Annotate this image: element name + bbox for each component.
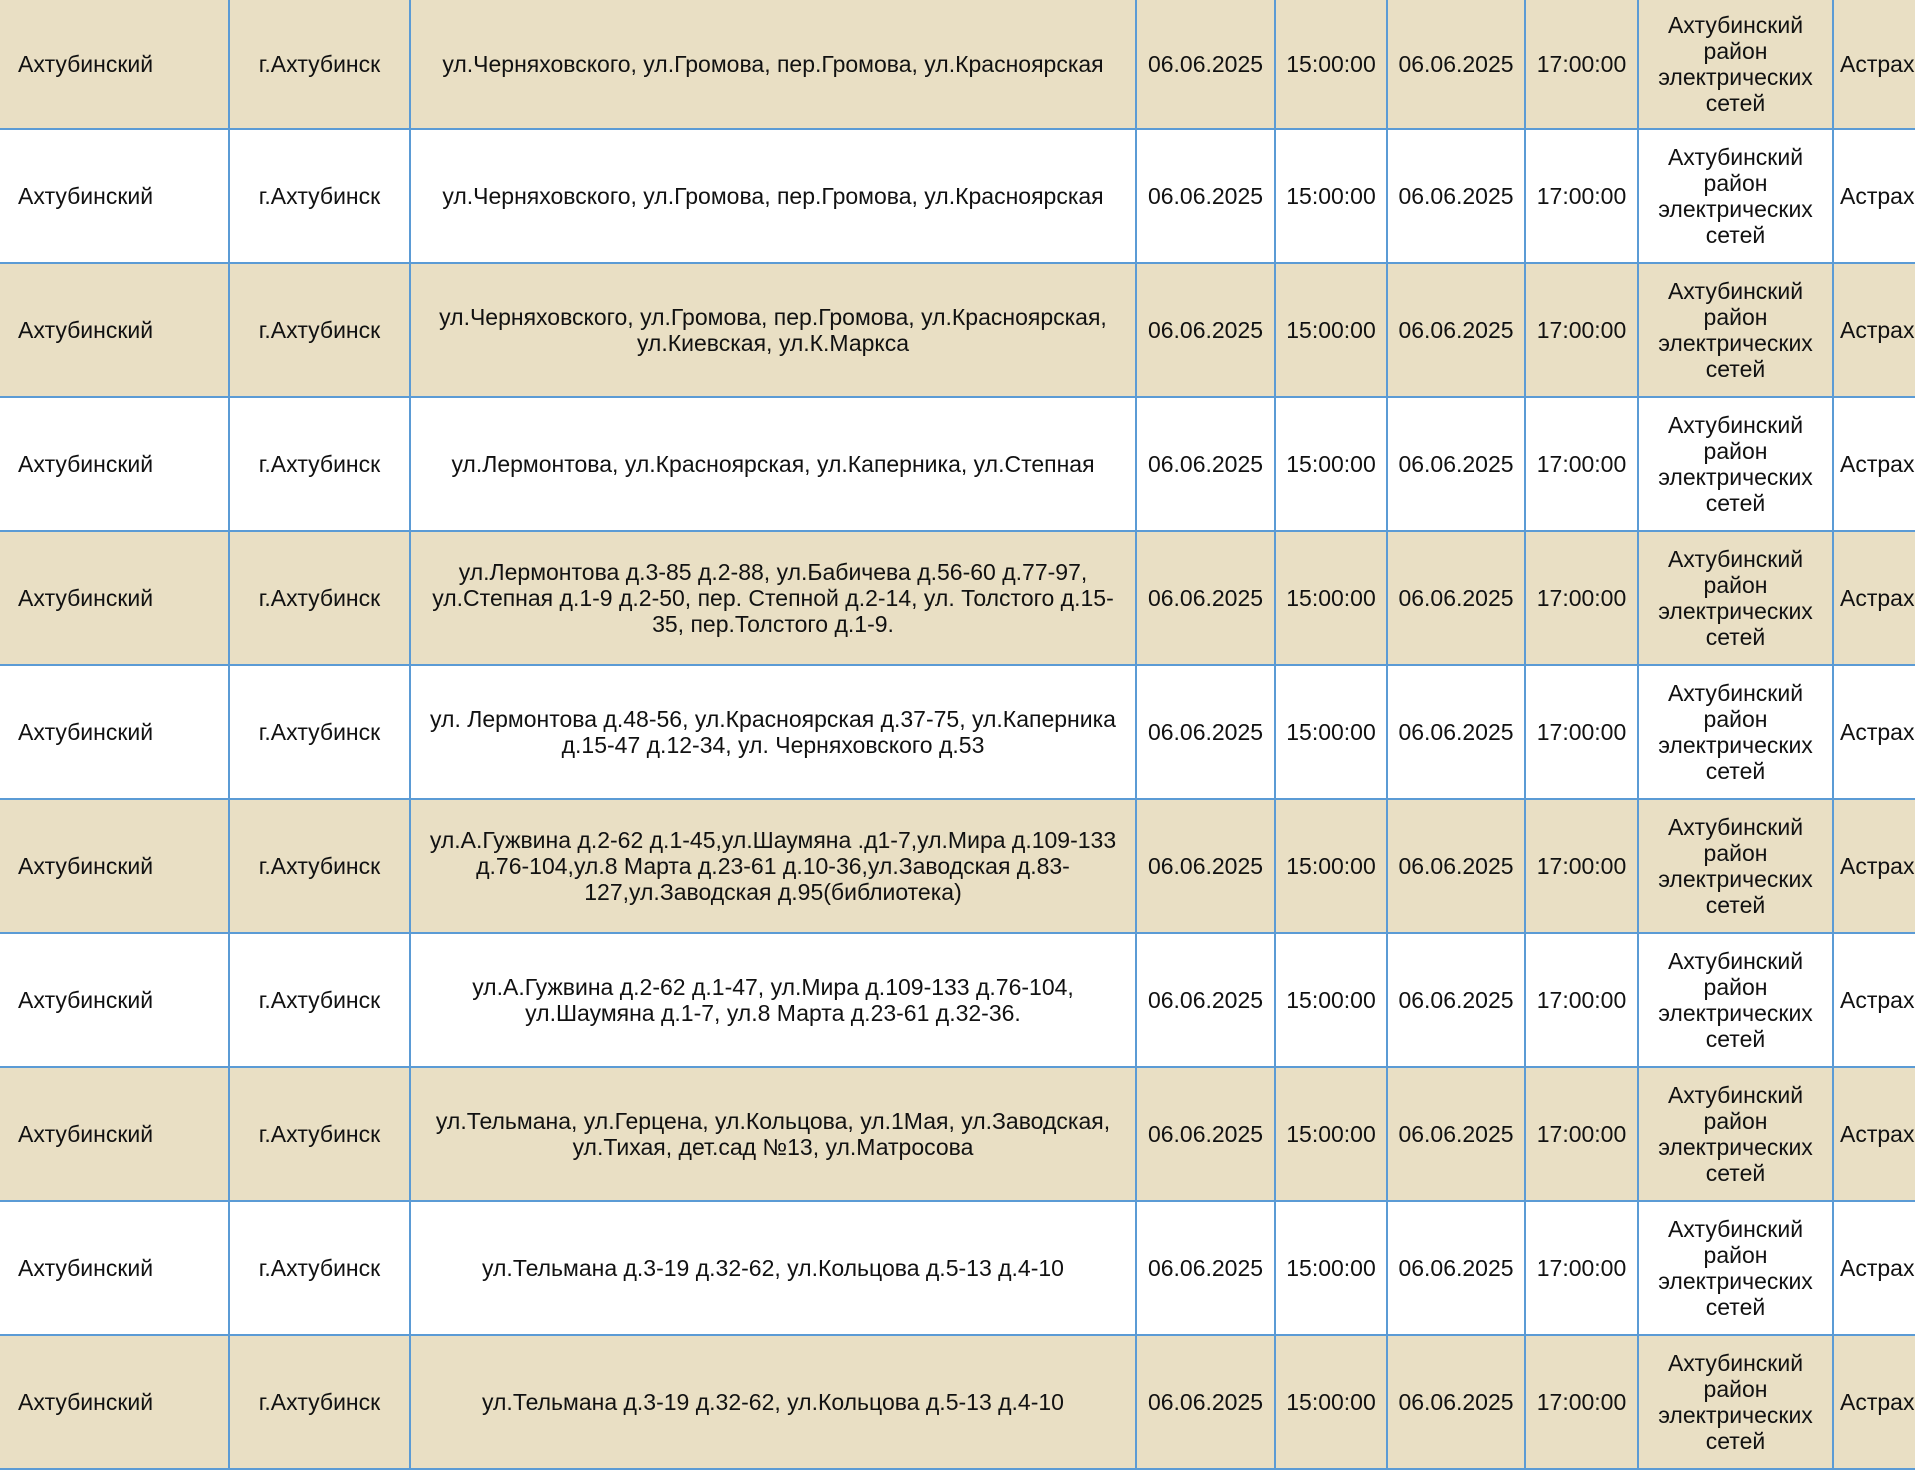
start-time-cell: 15:00:00 [1275, 1067, 1387, 1201]
addresses-cell: ул.Черняховского, ул.Громова, пер.Громова, ул.Красноярская [410, 0, 1136, 129]
network-cell: Ахтубинский район электрических сетей [1638, 129, 1833, 263]
addresses-cell: ул.Лермонтова, ул.Красноярская, ул.Каперника, ул.Степная [410, 397, 1136, 531]
city-cell: г.Ахтубинск [229, 1335, 410, 1469]
organization-cell: Астрах [1833, 1335, 1915, 1469]
addresses-cell: ул.Лермонтова д.3-85 д.2-88, ул.Бабичева д.56-60 д.77-97, ул.Степная д.1-9 д.2-50, пер. Степной д.2-14, ул. Толстого д.15-35, пер.Толстого д.1-9. [410, 531, 1136, 665]
table-row [0, 1335, 1915, 1469]
table-row [0, 263, 1915, 397]
organization-cell: Астрах [1833, 263, 1915, 397]
end-time-cell: 17:00:00 [1525, 263, 1638, 397]
addresses-cell: ул. Лермонтова д.48-56, ул.Красноярская д.37-75, ул.Каперника д.15-47 д.12-34, ул. Черняховского д.53 [410, 665, 1136, 799]
addresses-cell: ул.Тельмана, ул.Герцена, ул.Кольцова, ул.1Мая, ул.Заводская, ул.Тихая, дет.сад №13, ул.Матросова [410, 1067, 1136, 1201]
end-time-cell: 17:00:00 [1525, 1067, 1638, 1201]
city-cell: г.Ахтубинск [229, 263, 410, 397]
city-cell: г.Ахтубинск [229, 129, 410, 263]
start-time-cell: 15:00:00 [1275, 0, 1387, 129]
city-cell: г.Ахтубинск [229, 665, 410, 799]
end-time-cell: 17:00:00 [1525, 1335, 1638, 1469]
organization-cell: Астрах [1833, 799, 1915, 933]
start-date-cell: 06.06.2025 [1136, 0, 1275, 129]
end-date-cell: 06.06.2025 [1387, 1201, 1525, 1335]
start-date-cell: 06.06.2025 [1136, 799, 1275, 933]
district-cell: Ахтубинский [0, 397, 229, 531]
end-time-cell: 17:00:00 [1525, 0, 1638, 129]
district-cell: Ахтубинский [0, 1067, 229, 1201]
end-time-cell: 17:00:00 [1525, 665, 1638, 799]
start-date-cell: 06.06.2025 [1136, 665, 1275, 799]
network-cell: Ахтубинский район электрических сетей [1638, 1201, 1833, 1335]
district-cell: Ахтубинский [0, 263, 229, 397]
addresses-cell: ул.Тельмана д.3-19 д.32-62, ул.Кольцова д.5-13 д.4-10 [410, 1201, 1136, 1335]
district-cell: Ахтубинский [0, 799, 229, 933]
district-cell: Ахтубинский [0, 1335, 229, 1469]
network-cell: Ахтубинский район электрических сетей [1638, 263, 1833, 397]
end-date-cell: 06.06.2025 [1387, 665, 1525, 799]
table-row [0, 129, 1915, 263]
end-time-cell: 17:00:00 [1525, 397, 1638, 531]
organization-cell: Астрах [1833, 1067, 1915, 1201]
table-row [0, 799, 1915, 933]
addresses-cell: ул.А.Гужвина д.2-62 д.1-47, ул.Мира д.109-133 д.76-104, ул.Шаумяна д.1-7, ул.8 Марта д.23-61 д.32-36. [410, 933, 1136, 1067]
end-time-cell: 17:00:00 [1525, 129, 1638, 263]
organization-cell: Астрах [1833, 0, 1915, 129]
start-time-cell: 15:00:00 [1275, 129, 1387, 263]
start-time-cell: 15:00:00 [1275, 397, 1387, 531]
table-row [0, 665, 1915, 799]
network-cell: Ахтубинский район электрических сетей [1638, 1335, 1833, 1469]
addresses-cell: ул.Черняховского, ул.Громова, пер.Громова, ул.Красноярская [410, 129, 1136, 263]
organization-cell: Астрах [1833, 531, 1915, 665]
table-row [0, 531, 1915, 665]
table-row [0, 1067, 1915, 1201]
organization-cell: Астрах [1833, 397, 1915, 531]
start-time-cell: 15:00:00 [1275, 665, 1387, 799]
end-date-cell: 06.06.2025 [1387, 1335, 1525, 1469]
network-cell: Ахтубинский район электрических сетей [1638, 531, 1833, 665]
start-date-cell: 06.06.2025 [1136, 397, 1275, 531]
end-date-cell: 06.06.2025 [1387, 531, 1525, 665]
network-cell: Ахтубинский район электрических сетей [1638, 397, 1833, 531]
network-cell: Ахтубинский район электрических сетей [1638, 665, 1833, 799]
end-time-cell: 17:00:00 [1525, 933, 1638, 1067]
district-cell: Ахтубинский [0, 531, 229, 665]
end-date-cell: 06.06.2025 [1387, 1067, 1525, 1201]
end-date-cell: 06.06.2025 [1387, 397, 1525, 531]
city-cell: г.Ахтубинск [229, 397, 410, 531]
end-date-cell: 06.06.2025 [1387, 799, 1525, 933]
organization-cell: Астрах [1833, 1201, 1915, 1335]
start-date-cell: 06.06.2025 [1136, 531, 1275, 665]
table-row [0, 933, 1915, 1067]
district-cell: Ахтубинский [0, 1201, 229, 1335]
organization-cell: Астрах [1833, 665, 1915, 799]
table-row [0, 0, 1915, 129]
organization-cell: Астрах [1833, 933, 1915, 1067]
table-row [0, 1201, 1915, 1335]
end-time-cell: 17:00:00 [1525, 1201, 1638, 1335]
end-date-cell: 06.06.2025 [1387, 263, 1525, 397]
organization-cell: Астрах [1833, 129, 1915, 263]
district-cell: Ахтубинский [0, 129, 229, 263]
start-date-cell: 06.06.2025 [1136, 1067, 1275, 1201]
start-time-cell: 15:00:00 [1275, 531, 1387, 665]
city-cell: г.Ахтубинск [229, 933, 410, 1067]
network-cell: Ахтубинский район электрических сетей [1638, 0, 1833, 129]
addresses-cell: ул.А.Гужвина д.2-62 д.1-45,ул.Шаумяна .д1-7,ул.Мира д.109-133 д.76-104,ул.8 Марта д.23-61 д.10-36,ул.Заводская д.83-127,ул.Заводская д.95(библиотека) [410, 799, 1136, 933]
start-time-cell: 15:00:00 [1275, 263, 1387, 397]
network-cell: Ахтубинский район электрических сетей [1638, 799, 1833, 933]
start-date-cell: 06.06.2025 [1136, 263, 1275, 397]
table-row [0, 397, 1915, 531]
district-cell: Ахтубинский [0, 933, 229, 1067]
addresses-cell: ул.Черняховского, ул.Громова, пер.Громова, ул.Красноярская, ул.Киевская, ул.К.Маркса [410, 263, 1136, 397]
end-date-cell: 06.06.2025 [1387, 933, 1525, 1067]
city-cell: г.Ахтубинск [229, 531, 410, 665]
end-time-cell: 17:00:00 [1525, 531, 1638, 665]
start-date-cell: 06.06.2025 [1136, 129, 1275, 263]
network-cell: Ахтубинский район электрических сетей [1638, 933, 1833, 1067]
network-cell: Ахтубинский район электрических сетей [1638, 1067, 1833, 1201]
start-date-cell: 06.06.2025 [1136, 933, 1275, 1067]
city-cell: г.Ахтубинск [229, 1067, 410, 1201]
start-time-cell: 15:00:00 [1275, 933, 1387, 1067]
district-cell: Ахтубинский [0, 665, 229, 799]
district-cell: Ахтубинский [0, 0, 229, 129]
start-time-cell: 15:00:00 [1275, 1201, 1387, 1335]
start-time-cell: 15:00:00 [1275, 799, 1387, 933]
start-date-cell: 06.06.2025 [1136, 1201, 1275, 1335]
city-cell: г.Ахтубинск [229, 799, 410, 933]
end-time-cell: 17:00:00 [1525, 799, 1638, 933]
end-date-cell: 06.06.2025 [1387, 0, 1525, 129]
city-cell: г.Ахтубинск [229, 1201, 410, 1335]
addresses-cell: ул.Тельмана д.3-19 д.32-62, ул.Кольцова д.5-13 д.4-10 [410, 1335, 1136, 1469]
end-date-cell: 06.06.2025 [1387, 129, 1525, 263]
city-cell: г.Ахтубинск [229, 0, 410, 129]
start-date-cell: 06.06.2025 [1136, 1335, 1275, 1469]
start-time-cell: 15:00:00 [1275, 1335, 1387, 1469]
